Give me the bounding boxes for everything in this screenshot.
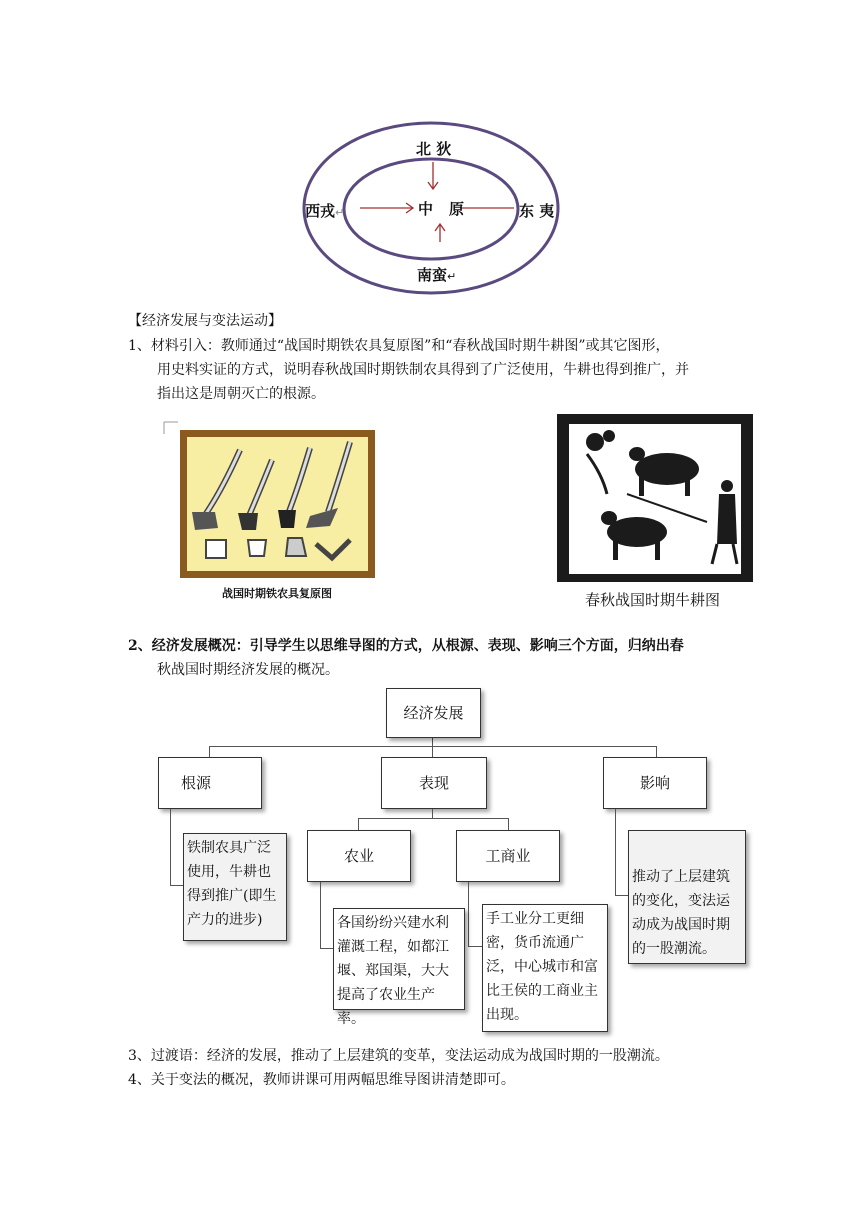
note-cause: 铁制农具广泛使用，牛耕也得到推广(即生产力的进步) xyxy=(183,833,287,941)
connector-commerce-note-h xyxy=(468,946,482,947)
connector-manifest-down xyxy=(432,746,433,757)
map-label-east: 东 夷 xyxy=(519,202,555,220)
mindmap-commerce-label: 工商业 xyxy=(485,847,531,865)
note-impact: 推动了上层建筑的变化，变法运动成为战国时期的一股潮流。 xyxy=(628,830,746,964)
item2-line1: 2、经济发展概况：引导学生以思维导图的方式，从根源、表现、影响三个方面，归纳出春 xyxy=(128,638,684,654)
mindmap-impact xyxy=(603,757,707,809)
mindmap-impact-label: 影响 xyxy=(640,774,671,792)
connector-root-down xyxy=(432,738,433,746)
map-label-west xyxy=(305,200,344,221)
mindmap-root-label: 经济发展 xyxy=(403,704,464,722)
connector-commerce-down xyxy=(508,818,509,830)
connector-manifest-mid xyxy=(432,809,433,818)
connector-agri-down xyxy=(358,818,359,830)
connector-cause-note-h xyxy=(170,885,183,886)
item2-line2: 秋战国时期经济发展的概况。 xyxy=(157,662,339,678)
map-label-center-1: 中 xyxy=(418,200,434,218)
item1-line3: 指出这是周朝灭亡的根源。 xyxy=(157,386,325,402)
map-label-west-text: 西戎 xyxy=(305,202,336,220)
section-heading: 【经济发展与变法运动】 xyxy=(128,313,282,329)
mindmap-cause-label: 根源 xyxy=(181,774,212,792)
mindmap-commerce xyxy=(456,830,560,882)
mindmap-cause xyxy=(158,757,262,809)
ox-plowing-image xyxy=(557,414,753,582)
item3: 3、过渡语：经济的发展，推动了上层建筑的变革，变法运动成为战国时期的一股潮流。 xyxy=(128,1048,669,1064)
mindmap-root xyxy=(386,688,481,738)
item1-line2: 用史料实证的方式，说明春秋战国时期铁制农具得到了广泛使用，牛耕也得到推广，并 xyxy=(157,362,689,378)
mindmap-manifest-label: 表现 xyxy=(418,774,449,792)
item1-line1: 1、材料引入：教师通过“战国时期铁农具复原图”和“春秋战国时期牛耕图”或其它图形， xyxy=(128,338,670,354)
map-label-south-text: 南蛮 xyxy=(417,266,448,284)
connector-commerce-note xyxy=(468,882,469,946)
connector-agri-note xyxy=(320,882,321,948)
mindmap-manifest xyxy=(381,757,487,809)
connector-impact-note xyxy=(615,809,616,895)
map-label-south xyxy=(417,264,456,285)
map-label-south-mark: ↵ xyxy=(447,270,457,283)
iron-tools-image xyxy=(160,420,385,580)
note-agri: 各国纷纷兴建水利灌溉工程，如都江堰、郑国渠，大大提高了农业生产率。 xyxy=(333,908,465,1010)
connector-impact-note-h xyxy=(615,895,628,896)
connector-agri-note-h xyxy=(320,948,333,949)
connector-cause-down xyxy=(209,746,210,757)
map-label-center-2: 原 xyxy=(449,200,465,218)
connector-cause-note xyxy=(170,809,171,885)
connector-manifest-bar xyxy=(358,818,508,819)
mindmap-agri xyxy=(307,830,411,882)
map-label-north: 北 狄 xyxy=(416,140,452,158)
note-commerce: 手工业分工更细密，货币流通广泛，中心城市和富比王侯的工商业主出现。 xyxy=(482,904,608,1032)
iron-tools-caption: 战国时期铁农具复原图 xyxy=(222,587,332,600)
map-label-west-mark: ↵ xyxy=(335,206,345,219)
connector-impact-down xyxy=(656,746,657,757)
mindmap-agri-label: 农业 xyxy=(343,847,374,865)
item4: 4、关于变法的概况，教师讲课可用两幅思维导图讲清楚即可。 xyxy=(128,1072,515,1088)
ox-plowing-caption: 春秋战国时期牛耕图 xyxy=(585,591,721,609)
